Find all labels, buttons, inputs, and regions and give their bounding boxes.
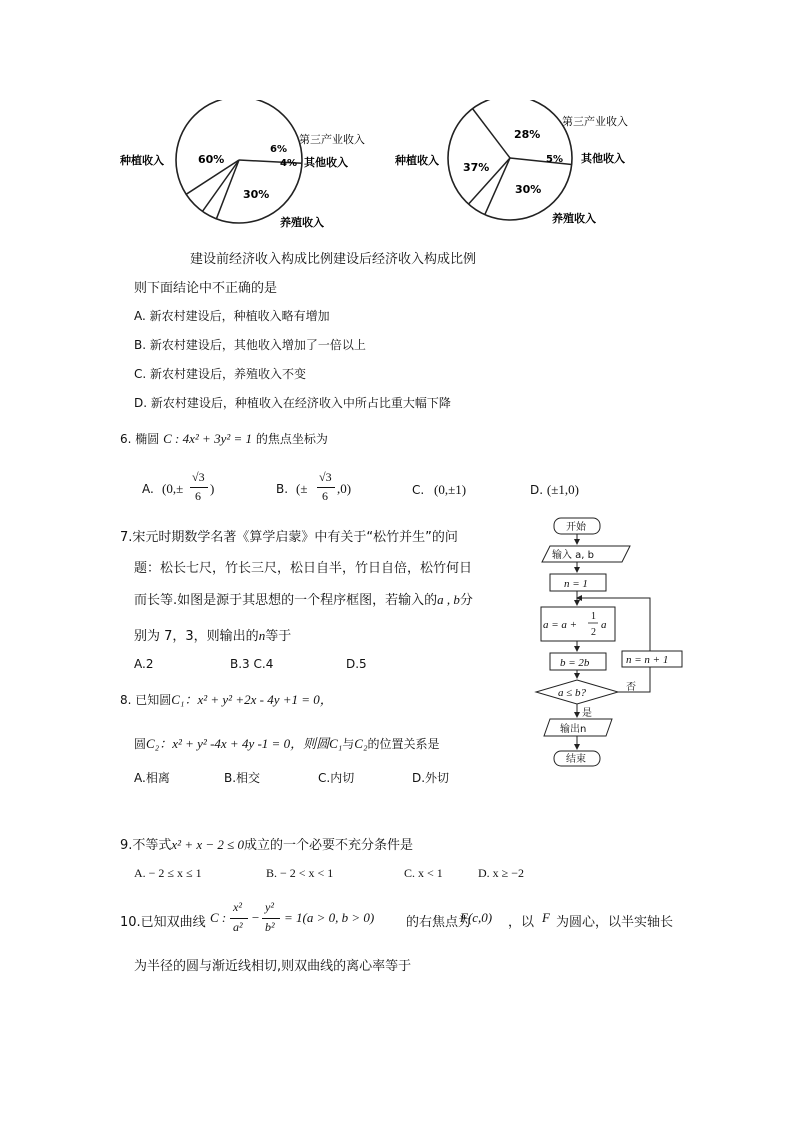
q5-option-b: B. 新农村建设后，其他收入增加了一倍以上	[134, 338, 366, 352]
flow-update-a-lhs: a = a +	[543, 619, 578, 631]
q8-line-1-pre: 8. 已知圆	[120, 693, 172, 707]
q6-a-num: √3	[192, 470, 205, 484]
q6-option-d	[530, 482, 579, 498]
q6-d-letter: D.	[530, 483, 544, 497]
chart-caption: 建设前经济收入构成比例建设后经济收入构成比例	[190, 252, 477, 267]
q8-line-2	[134, 733, 440, 752]
q10-fx-bar	[230, 918, 248, 919]
q9-option-c: C. x < 1	[404, 866, 443, 880]
q8-mid-c1: C₁	[329, 736, 343, 751]
q6-a-lead: (0,±	[162, 481, 184, 496]
q8-line-1-expr: ：x² + y² +2x - 4y +1 = 0，	[184, 692, 333, 707]
q10-fy-den: b²	[265, 920, 275, 934]
q5-option-c: C. 新农村建设后，养殖收入不变	[134, 367, 307, 381]
flow-update-a-num: 1	[591, 611, 596, 622]
flow-update-a-den: 2	[591, 627, 596, 638]
q10-fy-bar	[262, 918, 280, 919]
q8-line-2-pre: 圆	[134, 737, 147, 751]
pie-before-pct-other: 4%	[280, 158, 297, 169]
pie-after-label-planting: 种植收入	[395, 154, 439, 167]
q8-mid-c2: C₂	[354, 736, 368, 751]
pie-before-pct-breeding: 30%	[243, 188, 270, 201]
q10-fx-den: a²	[233, 920, 243, 934]
q10-fy-num: y²	[265, 900, 274, 914]
q8-mid-and: 与	[342, 737, 355, 751]
q8-option-d: D.外切	[412, 771, 450, 785]
q7-line-3	[134, 589, 473, 608]
q6-b-den: 6	[322, 489, 328, 503]
q10-c: C :	[210, 910, 227, 925]
q10-pre: 10.已知双曲线	[120, 915, 206, 930]
q8-option-b: B.相交	[224, 771, 261, 785]
flowchart	[530, 512, 700, 774]
q10-f: F	[542, 910, 550, 925]
q7-line-3-vars: a , b	[437, 592, 460, 607]
pie-after-pct-planting: 37%	[463, 161, 490, 174]
q8-option-a: A.相离	[134, 771, 170, 785]
q5-stem: 则下面结论中不正确的是	[134, 281, 278, 296]
flow-update-b-text: b = 2b	[560, 657, 590, 669]
q9-option-a: A. − 2 ≤ x ≤ 1	[134, 866, 202, 880]
flow-end-text: 结束	[566, 754, 586, 765]
q10-focus: F(c,0)	[460, 910, 493, 925]
q8-line-2-expr: ：x² + y² -4x + 4y -1 = 0，则圆	[159, 736, 330, 751]
q7-option-a: A.2	[134, 657, 154, 671]
pie-after-label-third: 第三产业收入	[562, 115, 628, 128]
q6-a-den: 6	[195, 489, 201, 503]
pie-after-pct-breeding: 30%	[515, 183, 542, 196]
q7-line-4	[134, 625, 291, 644]
pie-before-label-planting: 种植收入	[120, 154, 164, 167]
q10-line-1	[120, 900, 700, 940]
flow-no-label: 否	[626, 682, 636, 693]
q6-b-num: √3	[319, 470, 332, 484]
q6-pre: 椭圆	[135, 432, 160, 446]
pie-slice-boundary-2	[473, 109, 510, 158]
pie-before-label-third: 第三产业收入	[299, 133, 365, 146]
flow-update-n-text: n = n + 1	[626, 654, 669, 666]
q8-option-c: C.内切	[318, 771, 355, 785]
q7-line-4-var: n	[258, 628, 266, 643]
q6-number: 6.	[120, 432, 132, 446]
q6-b-fraction-bar	[317, 487, 335, 488]
flow-yes-label: 是	[582, 708, 592, 719]
q6-a-fraction-bar	[190, 487, 208, 488]
q6-b-tail: ,0)	[337, 481, 352, 496]
q6-a-letter: A.	[142, 482, 154, 496]
pie-after-pct-other: 5%	[546, 154, 563, 165]
q6-c-letter: C.	[412, 483, 425, 497]
q7-line-1: 7.宋元时期数学名著《算学启蒙》中有关于“松竹并生”的问	[120, 530, 458, 545]
flow-init-text: n = 1	[564, 578, 588, 590]
pie-slice-boundary-3	[203, 160, 239, 211]
q6-d-text: (±1,0)	[546, 482, 579, 497]
pie-chart-before	[112, 100, 402, 235]
q6-a-tail: )	[210, 481, 215, 496]
q7-option-d: D.5	[346, 657, 367, 671]
q8-line-2-post: 的位置关系是	[367, 737, 440, 751]
flow-update-a-rhs: a	[601, 619, 607, 631]
q6-option-c	[412, 482, 466, 498]
q8-c1: C₁	[171, 692, 185, 707]
q9-expr: x² + x − 2 ≤ 0	[171, 837, 245, 852]
pie-before-pct-third: 6%	[270, 144, 287, 155]
flow-loop-back-path	[577, 598, 650, 651]
q10-mid1: 的右焦点为	[406, 915, 472, 930]
flow-cond-text: a ≤ b?	[558, 687, 587, 699]
pie-before-label-breeding: 养殖收入	[280, 216, 324, 229]
q10-cond: = 1(a > 0, b > 0)	[284, 910, 375, 925]
q5-option-d: D. 新农村建设后，种植收入在经济收入中所占比重大幅下降	[134, 396, 451, 410]
q5-option-a: A. 新农村建设后，种植收入略有增加	[134, 309, 330, 323]
q10-minus: −	[251, 910, 260, 925]
flow-output-text: 输出n	[560, 724, 587, 735]
q8-line-1	[120, 689, 333, 708]
q7-line-4c: 等于	[265, 629, 292, 644]
q10-line-2: 为半径的圆与渐近线相切,则双曲线的离心率等于	[134, 959, 412, 974]
pie-before-label-other: 其他收入	[304, 156, 348, 169]
pie-after-label-other: 其他收入	[581, 152, 625, 165]
pie-before-pct-planting: 60%	[198, 153, 225, 166]
q6-c-text: (0,±1)	[434, 482, 467, 497]
q7-line-3c: 分	[459, 593, 473, 608]
pie-after-pct-third: 28%	[514, 128, 541, 141]
pie-after-label-breeding: 养殖收入	[552, 212, 596, 225]
q9-post: 成立的一个必要不充分条件是	[244, 838, 414, 853]
q6-expr: C : 4x² + 3y² = 1	[163, 431, 253, 446]
q6-post: 的焦点坐标为	[255, 432, 328, 446]
q6-b-letter: B.	[276, 482, 289, 496]
q6-b-lead: (±	[296, 481, 308, 496]
q9-pre: 9.不等式	[120, 838, 172, 853]
q7-option-bc: B.3 C.4	[230, 657, 274, 671]
q8-c2: C₂	[146, 736, 160, 751]
q9-stem	[120, 834, 413, 853]
q7-line-4a: 别为 7，3，则输出的	[134, 629, 259, 644]
q7-line-2: 题：松长七尺，竹长三尺，松日自半，竹日自倍，松竹何日	[134, 561, 473, 576]
q7-line-3a: 而长等.如图是源于其思想的一个程序框图，若输入的	[134, 593, 438, 608]
q9-option-d: D. x ≥ −2	[478, 866, 525, 880]
q9-option-b: B. − 2 < x < 1	[266, 866, 334, 880]
flow-start-text: 开始	[566, 522, 586, 533]
q10-mid2: ，以	[508, 915, 535, 930]
flow-input-text: 输入 a, b	[552, 550, 595, 561]
q6-stem	[120, 430, 328, 447]
q10-post: 为圆心，以半实轴长	[556, 915, 674, 930]
pie-slice-boundary-0	[216, 160, 239, 219]
q10-fx-num: x²	[233, 900, 242, 914]
pie-chart-after	[392, 100, 672, 235]
